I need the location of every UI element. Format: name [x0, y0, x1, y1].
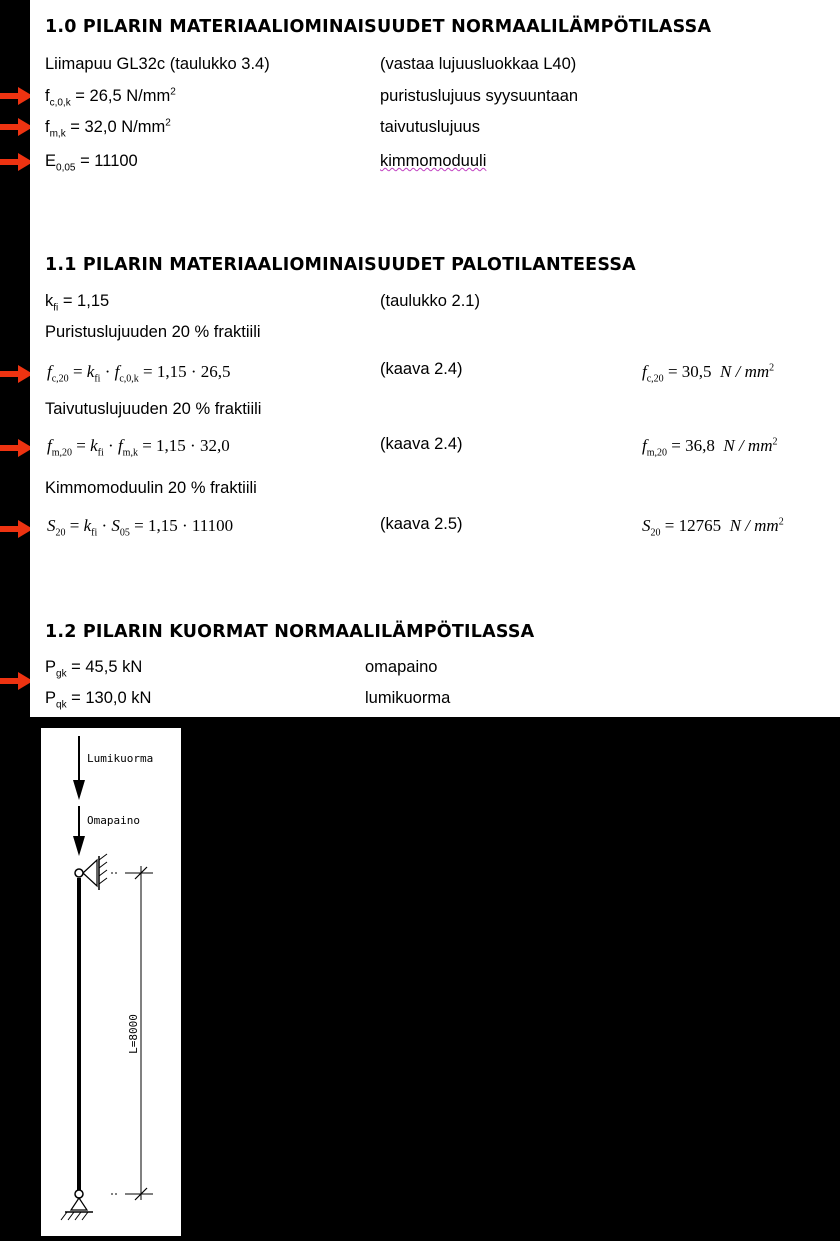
subscript: 20 [55, 527, 66, 539]
right-arrow-icon [0, 437, 34, 459]
dimension-label: L=8000 [127, 1014, 140, 1054]
equation-compressive: $f_{c,20} = k_{fi} \cdot f_{c,0,k} = 1,15 \cdot 26,5$ [47, 362, 231, 385]
result-value: = 12765 [660, 516, 722, 535]
subscript: fi [94, 373, 101, 385]
elastic-modulus-label: kimmomoduuli [380, 152, 487, 170]
subscript: fi [97, 447, 104, 459]
fraction-label-compressive: Puristuslujuuden 20 % fraktiili [45, 323, 261, 341]
value: = 11100 [75, 152, 138, 170]
superscript: 2 [769, 362, 775, 374]
snow-load-text: Lumikuorma [87, 752, 154, 765]
result-unit: N / mm [720, 362, 770, 381]
kfi-reference: (taulukko 2.1) [380, 292, 480, 310]
formula-reference: (kaava 2.5) [380, 515, 463, 533]
load-arrowhead [73, 780, 85, 800]
section-heading-1-1: 1.1 PILARIN MATERIAALIOMINAISUUDET PALOTILANTEESSA [45, 255, 636, 275]
symbol: k [45, 292, 54, 310]
symbol: P [45, 658, 57, 676]
snow-load-label: lumikuorma [365, 689, 451, 707]
result-modulus: $S_{20} = 12765$ N / $mm^2$ [642, 516, 784, 539]
subscript: 0,05 [56, 162, 76, 174]
result-value: = 30,5 [663, 362, 712, 381]
result-unit: N / mm [723, 436, 773, 455]
bending-strength-label: taivutuslujuus [380, 118, 480, 136]
fraction-label-bending: Taivutuslujuuden 20 % fraktiili [45, 400, 262, 418]
subscript: 05 [119, 527, 130, 539]
dead-load-text: Omapaino [87, 814, 140, 827]
value: = 45,5 kN [66, 658, 143, 676]
symbol: E [45, 152, 57, 170]
formula-reference: (kaava 2.4) [380, 435, 463, 453]
result-compressive: $f_{c,20} = 30,5$ N / $mm^2$ [642, 362, 775, 385]
load-arrowhead [73, 836, 85, 856]
column-diagram [41, 728, 181, 1236]
equation-modulus: $S_{20} = k_{fi} \cdot S_{05} = 1,15 \cdot 11100$ [47, 516, 234, 539]
dead-load-value [45, 658, 143, 680]
equation-rhs: = 1,15 · 32,0 [137, 436, 230, 455]
superscript: 2 [165, 117, 171, 129]
subscript: c,0,k [119, 373, 139, 385]
subscript: gk [56, 668, 67, 680]
right-arrow-icon [0, 85, 34, 107]
symbol: f [45, 87, 50, 105]
equation-rhs: = 1,15 · 26,5 [138, 362, 231, 381]
subscript: m,20 [646, 447, 668, 459]
value: = 26,5 N/mm [70, 87, 171, 105]
material-class-note: (vastaa lujuusluokkaa L40) [380, 55, 577, 73]
elastic-modulus-value [45, 152, 138, 174]
subscript: 20 [650, 527, 661, 539]
section-heading-1-2: 1.2 PILARIN KUORMAT NORMAALILÄMPÖTILASSA [45, 622, 535, 642]
superscript: 2 [170, 86, 176, 98]
equation-rhs: = 1,15 · 11100 [129, 516, 234, 535]
subscript: c,0,k [49, 97, 71, 109]
subscript: c,20 [646, 373, 664, 385]
right-arrow-icon [0, 518, 34, 540]
right-arrow-icon [0, 670, 34, 692]
right-arrow-icon [0, 363, 34, 385]
value: = 32,0 N/mm [65, 118, 166, 136]
bending-strength-value [45, 117, 171, 140]
subscript: c,20 [51, 373, 69, 385]
subscript: m,k [122, 447, 138, 459]
dead-load-label: omapaino [365, 658, 438, 676]
subscript: fi [53, 302, 59, 314]
right-arrow-icon [0, 116, 34, 138]
result-bending: $f_{m,20} = 36,8$ N / $mm^2$ [642, 436, 778, 459]
value: = 1,15 [58, 292, 110, 310]
compressive-strength-value [45, 86, 176, 109]
section-heading-1-0: 1.0 PILARIN MATERIAALIOMINAISUUDET NORMAALILÄMPÖTILASSA [45, 17, 712, 37]
subscript: m,k [49, 128, 66, 140]
result-value: = 36,8 [667, 436, 715, 455]
subscript: m,20 [51, 447, 73, 459]
subscript: fi [91, 527, 98, 539]
symbol: P [45, 689, 57, 707]
snow-load-value [45, 689, 152, 711]
material-spec: Liimapuu GL32c (taulukko 3.4) [45, 55, 270, 73]
value: = 130,0 kN [66, 689, 152, 707]
column-drawing [41, 728, 181, 1236]
pin-support-icon [75, 1190, 83, 1198]
compressive-strength-label: puristuslujuus syysuuntaan [380, 87, 579, 105]
superscript: 2 [772, 436, 778, 448]
right-arrow-icon [0, 151, 34, 173]
symbol: f [45, 118, 50, 136]
fraction-label-modulus: Kimmomoduulin 20 % fraktiili [45, 479, 257, 497]
subscript: qk [56, 699, 67, 711]
hinge-icon [75, 869, 83, 877]
roller-support-icon [83, 860, 97, 886]
kfi-value [45, 292, 110, 314]
equation-bending: $f_{m,20} = k_{fi} \cdot f_{m,k} = 1,15 \cdot 32,0$ [47, 436, 230, 459]
result-unit: N / mm [729, 516, 779, 535]
formula-reference: (kaava 2.4) [380, 360, 463, 378]
superscript: 2 [778, 516, 784, 528]
calculation-document [30, 0, 840, 717]
